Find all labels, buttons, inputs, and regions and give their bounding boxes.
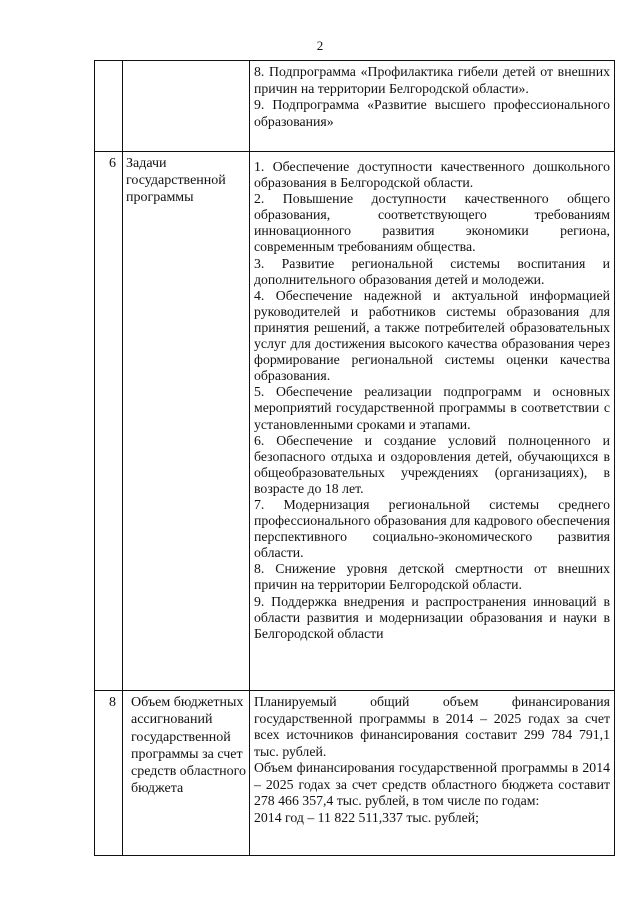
paragraph: Объем финансирования государственной программы в 2014 – 2025 годах за счет средств областного бюджета составит 278 466 357,4 тыс. рублей, в том числе по годам:	[254, 760, 610, 808]
paragraph: 3. Развитие региональной системы воспитания и дополнительного образования детей и молодежи.	[254, 255, 610, 287]
paragraph: 9. Подпрограмма «Развитие высшего профессионального образования»	[254, 97, 610, 129]
paragraph: 7. Модернизация региональной системы среднего профессионального образования для кадрового обеспечения перспективного социально-экономического развития области.	[254, 496, 610, 561]
paragraph: 1. Обеспечение доступности качественного дошкольного образования в Белгородской области.	[254, 159, 610, 191]
paragraph: 4. Обеспечение надежной и актуальной информацией руководителей и работников системы образования для принятия решений, а также потребителей образовательных услуг для достижения высокого качества образования через формирование региональной системы оценки качества образования.	[254, 287, 610, 384]
table-row	[95, 152, 615, 691]
paragraph: 6. Обеспечение и создание условий полноценного и безопасного отдыха и оздоровления детей, обучающихся в общеобразовательных учреждениях (организациях), в возрасте до 18 лет.	[254, 432, 610, 496]
paragraph: 9. Поддержка внедрения и распространения инноваций в области развития и модернизации образования и науки в Белгородской области	[254, 593, 610, 641]
row-number: 8	[95, 691, 123, 856]
passport-table	[94, 60, 615, 856]
row-label: Объем бюджетных ассигнований государственной программы за счет средств областного бюджета	[123, 691, 250, 856]
paragraph: 5. Обеспечение реализации подпрограмм и основных мероприятий государственной программы в соответствии с установленными сроками и этапами.	[254, 384, 610, 432]
paragraph: Планируемый общий объем финансирования государственной программы в 2014 – 2025 годах за счет всех источников финансирования составит 299 784 791,1 тыс. рублей.	[254, 694, 610, 759]
paragraph: 2. Повышение доступности качественного общего образования, соответствующего требованиям инновационного развития экономики региона, современным требованиям общества.	[254, 191, 610, 255]
page-number: 2	[316, 38, 324, 53]
table-row	[95, 61, 615, 152]
paragraph: 2014 год – 11 822 511,337 тыс. рублей;	[254, 809, 479, 825]
row-number	[95, 61, 123, 152]
row-label	[123, 61, 250, 152]
table-row	[95, 691, 615, 856]
row-content	[250, 61, 615, 152]
paragraph: 8. Снижение уровня детской смертности от внешних причин на территории Белгородской области.	[254, 561, 610, 593]
paragraph: 8. Подпрограмма «Профилактика гибели детей от внешних причин на территории Белгородской области».	[254, 64, 610, 96]
row-label: Задачи государственной программы	[123, 152, 250, 691]
row-number: 6	[95, 152, 123, 691]
row-content	[250, 691, 615, 856]
row-content	[250, 152, 615, 691]
